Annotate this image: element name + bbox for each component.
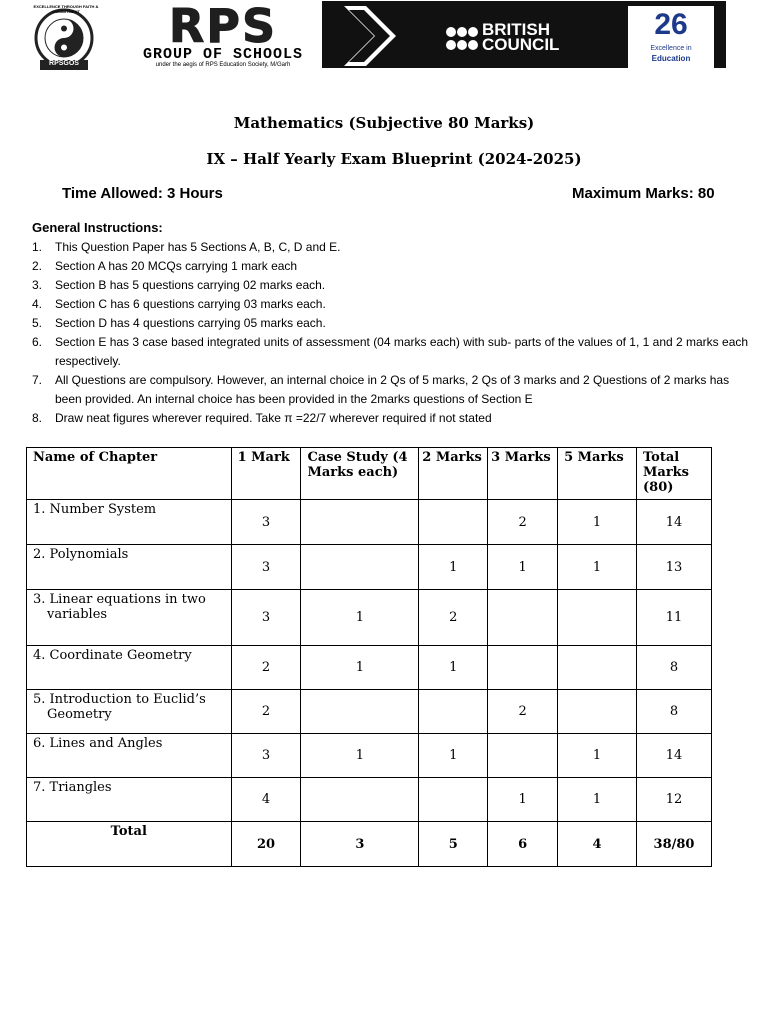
- cell-total: 8: [637, 646, 712, 690]
- table-total-row: [27, 822, 712, 867]
- rps-logo: [108, 0, 338, 72]
- emblem-label: RPSGOS: [49, 60, 79, 67]
- paper-title: Mathematics (Subjective 80 Marks): [233, 114, 535, 132]
- cell-5-marks: 1: [558, 778, 637, 822]
- chapter-name: 3. Linear equations in two variables: [27, 590, 232, 646]
- badge-line-1: Excellence in: [650, 45, 692, 52]
- cell-5-marks: 1: [558, 734, 637, 778]
- instruction-item: 6. Section E has 3 case based integrated units of assessment (04 marks each) with sub- parts of the values of 1, 1 and 2 marks each respectively.: [32, 335, 749, 368]
- cell-2-marks: 1: [419, 545, 488, 590]
- cell-5-marks: 1: [558, 545, 637, 590]
- instruction-item: 8. Draw neat figures wherever required. Take π =22/7 wherever required if not stated: [32, 411, 492, 425]
- cell-total: 11: [637, 590, 712, 646]
- cell-1-mark: 2: [231, 646, 301, 690]
- bc-line-2: COUNCIL: [482, 35, 560, 54]
- cell-total: 14: [637, 734, 712, 778]
- cell-total: 12: [637, 778, 712, 822]
- total-2-marks: 5: [419, 822, 488, 867]
- cell-case-study: [301, 545, 419, 590]
- cell-2-marks: 1: [419, 646, 488, 690]
- cell-case-study: 1: [301, 590, 419, 646]
- cell-total: 13: [637, 545, 712, 590]
- instruction-item: 1. This Question Paper has 5 Sections A, B, C, D and E.: [32, 240, 341, 254]
- cell-3-marks: 1: [488, 545, 558, 590]
- cell-1-mark: 3: [231, 545, 301, 590]
- instruction-item: 7. All Questions are compulsory. However, an internal choice in 2 Qs of 5 marks, 2 Qs of 3 marks and 2 Questions of 2 marks has been provided. An internal choice has been provided in the 2marks questions of Section E: [32, 373, 730, 406]
- table-row: [27, 690, 712, 734]
- cell-5-marks: [558, 590, 637, 646]
- total-5-marks: 4: [558, 822, 637, 867]
- cell-case-study: [301, 690, 419, 734]
- brand-name: RPS: [168, 0, 278, 53]
- cell-3-marks: [488, 590, 558, 646]
- column-header: 5 Marks: [558, 448, 637, 500]
- chapter-name: 6. Lines and Angles: [27, 734, 232, 778]
- total-overall: 38/80: [637, 822, 712, 867]
- cell-5-marks: [558, 690, 637, 734]
- maximum-marks: Maximum Marks: 80: [572, 185, 715, 202]
- badge-number: 26: [654, 8, 688, 41]
- table-row: [27, 545, 712, 590]
- column-header: Name of Chapter: [27, 448, 232, 500]
- paper-subtitle: IX – Half Yearly Exam Blueprint (2024-2025): [206, 150, 582, 168]
- cell-5-marks: 1: [558, 500, 637, 545]
- cell-2-marks: [419, 690, 488, 734]
- cell-3-marks: 2: [488, 690, 558, 734]
- table-header-row: [27, 448, 712, 500]
- cell-case-study: [301, 500, 419, 545]
- badge-line-2: Education: [651, 54, 691, 63]
- cell-2-marks: [419, 500, 488, 545]
- instruction-item: 2. Section A has 20 MCQs carrying 1 mark each: [32, 259, 298, 273]
- chapter-name: 7. Triangles: [27, 778, 232, 822]
- emblem-motto: EXCELLENCE THROUGH FAITH & COMMITMENT: [33, 4, 99, 14]
- bc-line-1: BRITISH: [482, 20, 550, 39]
- total-case-study: 3: [301, 822, 419, 867]
- chapter-name: 4. Coordinate Geometry: [27, 646, 232, 690]
- table-row: [27, 646, 712, 690]
- british-council-logo-icon: [445, 25, 479, 53]
- column-header: 3 Marks: [488, 448, 558, 500]
- aegis-line: under the aegis of RPS Education Society, M/Garh: [155, 62, 291, 68]
- cell-3-marks: [488, 734, 558, 778]
- excellence-badge: [628, 6, 714, 68]
- instruction-item: 3. Section B has 5 questions carrying 02 marks each.: [32, 278, 326, 292]
- british-council-text: [482, 22, 559, 52]
- cell-1-mark: 3: [231, 590, 301, 646]
- column-header: 2 Marks: [419, 448, 488, 500]
- cell-2-marks: 1: [419, 734, 488, 778]
- cell-1-mark: 4: [231, 778, 301, 822]
- cell-case-study: [301, 778, 419, 822]
- chevron-right-icon: [344, 6, 400, 66]
- cell-total: 8: [637, 690, 712, 734]
- chapter-name: 2. Polynomials: [27, 545, 232, 590]
- cell-case-study: 1: [301, 734, 419, 778]
- chapter-name: 5. Introduction to Euclid’s Geometry: [27, 690, 232, 734]
- cell-1-mark: 2: [231, 690, 301, 734]
- group-of-schools: GROUP OF SCHOOLS: [142, 46, 304, 63]
- chapter-name: 1. Number System: [27, 500, 232, 545]
- column-header: Case Study (4 Marks each): [301, 448, 419, 500]
- cell-3-marks: 1: [488, 778, 558, 822]
- cell-total: 14: [637, 500, 712, 545]
- instruction-item: 5. Section D has 4 questions carrying 05 marks each.: [32, 316, 326, 330]
- table-row: [27, 590, 712, 646]
- total-label: Total: [27, 822, 232, 867]
- cell-case-study: 1: [301, 646, 419, 690]
- cell-3-marks: [488, 646, 558, 690]
- column-header: Total Marks (80): [637, 448, 712, 500]
- blueprint-table: [26, 447, 712, 867]
- cell-1-mark: 3: [231, 734, 301, 778]
- instructions-list: [32, 238, 757, 428]
- time-allowed: Time Allowed: 3 Hours: [62, 185, 223, 202]
- cell-2-marks: [419, 778, 488, 822]
- instruction-item: 4. Section C has 6 questions carrying 03 marks each.: [32, 297, 326, 311]
- table-row: [27, 734, 712, 778]
- instructions-heading: General Instructions:: [32, 220, 163, 235]
- cell-2-marks: 2: [419, 590, 488, 646]
- table-row: [27, 500, 712, 545]
- total-3-marks: 6: [488, 822, 558, 867]
- total-1-mark: 20: [231, 822, 301, 867]
- column-header: 1 Mark: [231, 448, 301, 500]
- cell-3-marks: 2: [488, 500, 558, 545]
- cell-5-marks: [558, 646, 637, 690]
- cell-1-mark: 3: [231, 500, 301, 545]
- table-row: [27, 778, 712, 822]
